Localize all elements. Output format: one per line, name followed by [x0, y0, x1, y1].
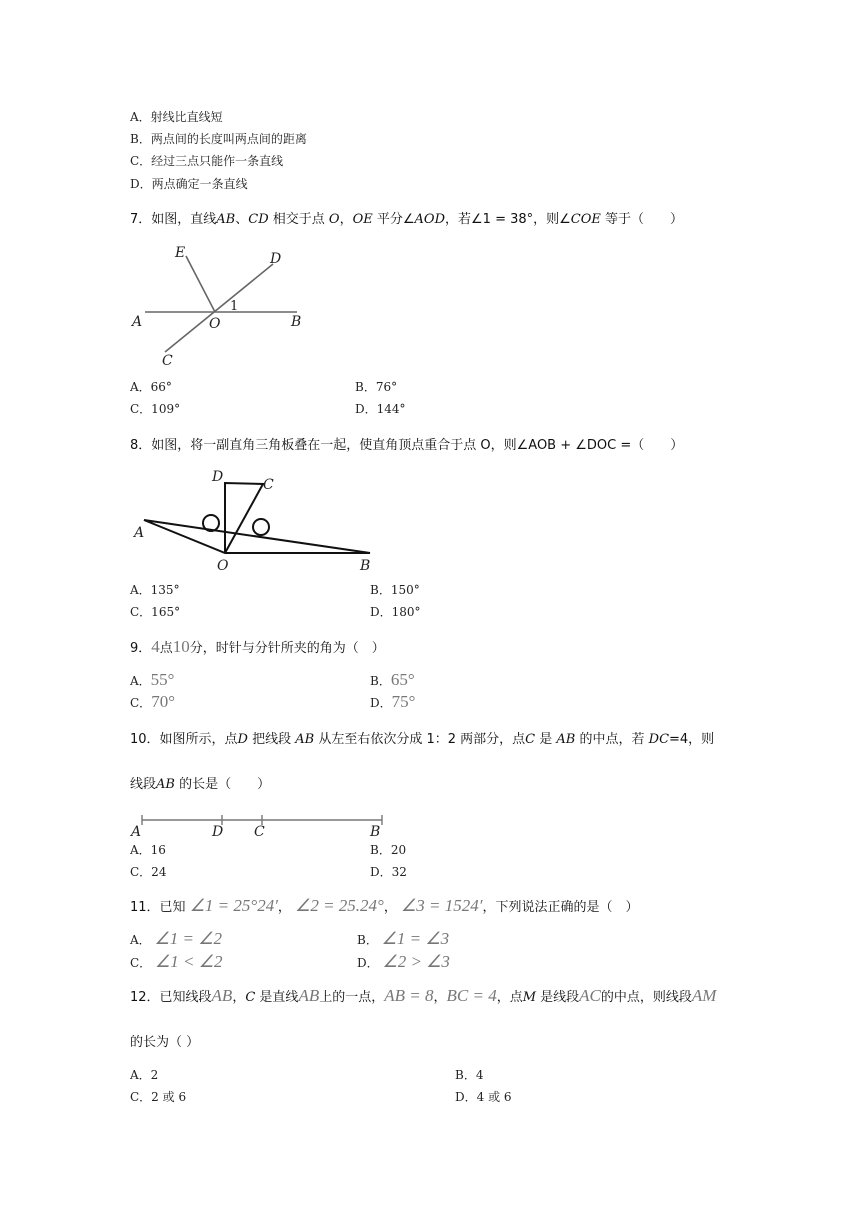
q7-label-b: B: [291, 314, 302, 330]
q11-option-c-value: ∠1 < ∠2: [155, 952, 223, 971]
q7-option-a: A．66°: [130, 380, 172, 394]
q8-triangle-doc: [225, 483, 263, 553]
q9-t1: 点: [159, 641, 173, 656]
q12-am: AM: [691, 986, 717, 1005]
q8-label-c: C: [263, 477, 274, 493]
q6-option-c: C．经过三点只能作一条直线: [130, 154, 284, 168]
q9-n1: 4: [151, 637, 160, 656]
q7-cd: CD: [248, 212, 269, 227]
q11-angle3: ∠3 = 1524′: [401, 896, 483, 915]
q7-oe: OE: [352, 212, 373, 227]
q9-option-a-value: 55°: [150, 670, 175, 689]
q9-n2: 10: [172, 637, 190, 656]
q10-stem-line2: 线段AB 的长是（ ）: [130, 777, 271, 792]
q10-label-a: A: [131, 824, 142, 840]
q8-label-d: D: [212, 469, 224, 485]
q11-option-c: C． ∠1 < ∠2: [130, 952, 223, 971]
q12-ab: AB: [211, 986, 233, 1005]
q6-option-b: B．两点间的长度叫两点间的距离: [130, 132, 307, 146]
q8-figure: [130, 464, 380, 574]
q7-t2: 平分∠: [372, 212, 415, 227]
q11-option-a: A． ∠1 = ∠2: [130, 929, 222, 948]
q10-ab-3: AB: [156, 777, 175, 792]
q8-circle-right: [253, 519, 269, 535]
q8-option-c: C．165°: [130, 605, 181, 619]
q11-angle1: ∠1 = 25°24′: [189, 896, 278, 915]
q7-ray-oe: [186, 256, 215, 312]
q11-option-a-value: ∠1 = ∠2: [154, 929, 222, 948]
q12-eq-bc: BC = 4: [446, 986, 497, 1005]
q12-stem-line1: 12．已知线段AB，C 是直线AB上的一点，AB = 8，BC = 4，点M 是线段AC的中点，则线段AM: [130, 986, 717, 1005]
q7-label-a: A: [132, 314, 143, 330]
q10-dc: DC: [648, 732, 670, 747]
q10-label-d: D: [212, 824, 224, 840]
q12-option-d: D．4 或 6: [455, 1090, 512, 1104]
q7-label-c: C: [162, 353, 173, 369]
q10-ab: AB: [295, 732, 315, 747]
q7-ab: AB: [216, 212, 236, 227]
q11-option-b: B． ∠1 = ∠3: [357, 929, 450, 948]
q9-stem: [130, 637, 385, 657]
q8-label-a: A: [134, 525, 145, 541]
q8-label-b: B: [360, 558, 371, 574]
q10-stem-line1: 10．如图所示，点D 把线段 AB 从左至右依次分成 1：2 两部分，点C 是 AB 的中点，若 DC=4，则: [130, 732, 715, 747]
q8-option-a: A．135°: [130, 583, 180, 597]
q7-coe: COE: [570, 212, 601, 227]
q9-option-a: A．55°: [130, 670, 175, 689]
q11-angle2: ∠2 = 25.24°: [295, 896, 384, 915]
q12-stem-line2: 的长为（ ）: [130, 1035, 200, 1050]
q9-option-c: C．70°: [130, 692, 175, 711]
q8-triangle-aob: [144, 520, 370, 553]
q7-stem: [130, 208, 683, 227]
q7-label-d: D: [270, 251, 282, 267]
q7-option-c: C．109°: [130, 402, 181, 416]
q7-label-e: E: [175, 245, 186, 261]
q7-t1: 相交于点: [268, 212, 325, 227]
q12-option-a: A．2: [130, 1068, 159, 1082]
q9-option-b: B．65°: [370, 670, 415, 689]
q9-option-d: D．75°: [370, 692, 416, 711]
q8-stem: 8．如图，将一副直角三角板叠在一起，使直角顶点重合于点 O，则∠AOB + ∠DOC =（ ）: [130, 438, 684, 453]
q9-option-b-value: 65°: [390, 670, 415, 689]
q7-option-d: D．144°: [355, 402, 406, 416]
q11-option-d-value: ∠2 > ∠3: [382, 952, 450, 971]
q7-comma: ，: [339, 212, 353, 227]
q12-ac: AC: [579, 986, 601, 1005]
q7-t3: ，若∠1 = 38°，则∠: [445, 212, 571, 227]
q10-label-c: C: [254, 824, 265, 840]
q10-c: C: [525, 732, 536, 747]
q10-ab-2: AB: [556, 732, 576, 747]
q10-option-c: C．24: [130, 865, 167, 879]
q12-ab-2: AB: [298, 986, 320, 1005]
q11-option-d: D． ∠2 > ∠3: [357, 952, 450, 971]
q12-option-c: C．2 或 6: [130, 1090, 187, 1104]
q9-option-c-value: 70°: [151, 692, 175, 711]
q12-m: M: [522, 990, 537, 1005]
q11-stem: 11．已知 ∠1 = 25°24′， ∠2 = 25.24°， ∠3 = 1524′，下列说法正确的是（ ）: [130, 896, 639, 915]
q7-line-cd: [165, 264, 273, 352]
q7-o: O: [328, 212, 340, 227]
q8-circle-left: [203, 515, 219, 531]
q10-d: D: [237, 732, 248, 747]
q8-label-o: O: [217, 558, 229, 574]
q10-option-d: D．32: [370, 865, 407, 879]
q9-num: 9．: [130, 641, 152, 656]
q7-t4: 等于（ ）: [600, 212, 684, 227]
q10-figure: [130, 810, 390, 844]
q10-label-b: B: [370, 824, 381, 840]
q12-option-b: B．4: [455, 1068, 484, 1082]
q8-option-b: B．150°: [370, 583, 420, 597]
q6-option-d: D．两点确定一条直线: [130, 177, 248, 191]
q11-option-b-value: ∠1 = ∠3: [381, 929, 450, 948]
q7-option-b: B．76°: [355, 380, 398, 394]
q7-sep: 、: [235, 212, 249, 227]
q7-label-1: 1: [230, 299, 239, 314]
q10-option-b: B．20: [370, 843, 407, 857]
q7-label-o: O: [209, 316, 221, 332]
q8-option-d: D．180°: [370, 605, 421, 619]
q7-figure: [125, 240, 315, 370]
q6-option-a: A．射线比直线短: [130, 110, 223, 124]
q7-aod: AOD: [414, 212, 446, 227]
q9-t2: 分，时针与分针所夹的角为（ ）: [189, 641, 385, 656]
q9-option-d-value: 75°: [391, 692, 416, 711]
q10-option-a: A．16: [130, 843, 166, 857]
q12-c: C: [245, 990, 256, 1005]
q12-eq-ab: AB = 8: [384, 986, 434, 1005]
q7-num: 7．如图，直线: [130, 212, 217, 227]
